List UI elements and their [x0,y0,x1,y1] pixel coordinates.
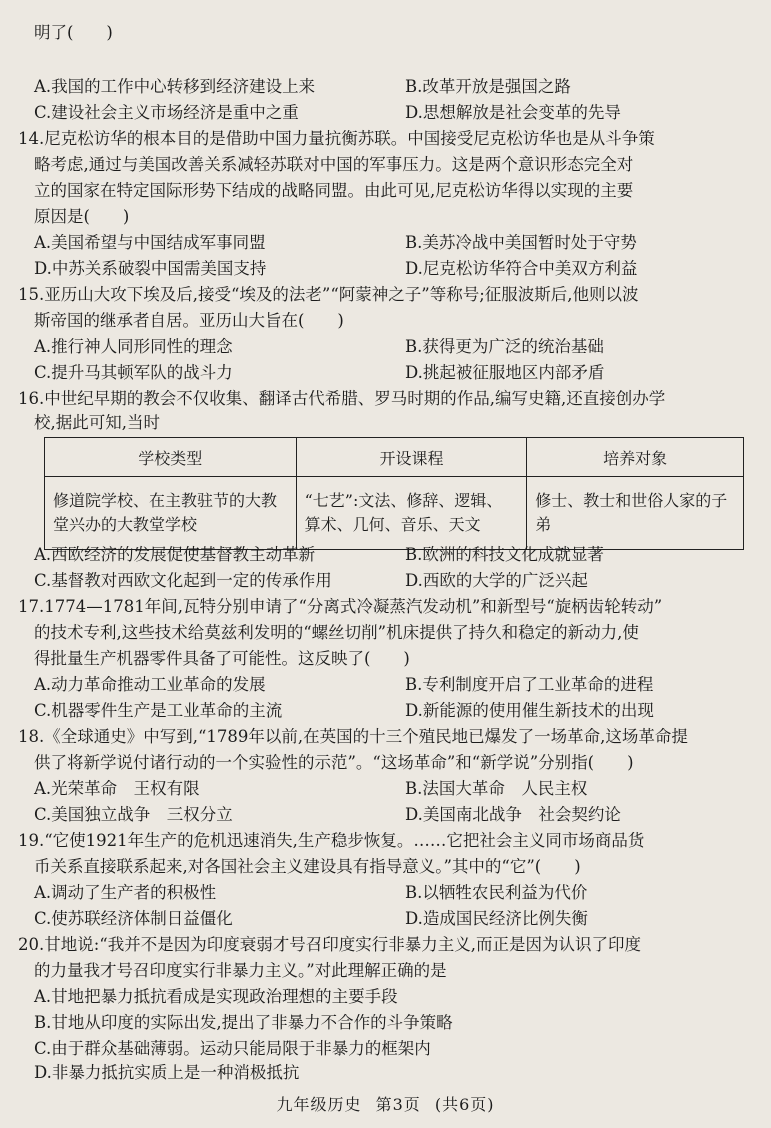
q20-option-b: B.甘地从印度的实际出发,提出了非暴力不合作的斗争策略 [34,1013,453,1032]
q16-stem-2: 校,据此可知,当时 [34,413,160,432]
q18-stem-1: 18.《全球通史》中写到,“1789年以前,在英国的十三个殖民地已爆发了一场革命,这场革命提 [18,727,688,746]
q19-stem-1: 19.“它使1921年生产的危机迅速消失,生产稳步恢复。……它把社会主义同市场商品货 [18,831,645,850]
q19-stem-2: 币关系直接联系起来,对各国社会主义建设具有指导意义。”其中的“它”( ) [34,857,581,876]
q17-option-b: B.专利制度开启了工业革命的进程 [405,675,654,694]
q15-option-d: D.挑起被征服地区内部矛盾 [405,363,605,382]
q13-option-d: D.思想解放是社会变革的先导 [405,103,621,122]
q15-option-a: A.推行神人同形同性的理念 [34,337,233,356]
q17-stem-3: 得批量生产机器零件具备了可能性。这反映了( ) [34,649,410,668]
q18-stem-2: 供了将新学说付诸行动的一个实验性的示范”。“这场革命”和“新学说”分别指( ) [34,753,634,772]
q15-stem-2: 斯帝国的继承者自居。亚历山大旨在( ) [34,311,344,330]
q14-option-c: D.中苏关系破裂中国需美国支持 [34,259,267,278]
table-cell-trainees: 修士、教士和世俗人家的子弟 [527,477,744,550]
q16-stem-1: 16.中世纪早期的教会不仅收集、翻译古代希腊、罗马时期的作品,编写史籍,还直接创办学 [18,389,666,408]
school-table [44,437,744,550]
table-header-courses: 开设课程 [296,438,527,477]
footer-page-number: 第3页 [375,1095,421,1114]
q14-option-a: A.美国希望与中国结成军事同盟 [34,233,266,252]
q18-option-a: A.光荣革命 王权有限 [34,779,200,798]
q19-option-d: D.造成国民经济比例失衡 [405,909,588,928]
q19-option-a: A.调动了生产者的积极性 [34,883,217,902]
q16-option-d: D.西欧的大学的广泛兴起 [405,571,588,590]
q17-option-a: A.动力革命推动工业革命的发展 [34,675,266,694]
q14-stem-2: 略考虑,通过与美国改善关系减轻苏联对中国的军事压力。这是两个意识形态完全对 [34,155,634,174]
footer-total-pages: (共6页) [434,1095,495,1114]
q20-stem-2: 的力量我才号召印度实行非暴力主义。”对此理解正确的是 [34,961,447,980]
q20-option-c: C.由于群众基础薄弱。运动只能局限于非暴力的框架内 [34,1039,431,1058]
q20-option-d: D.非暴力抵抗实质上是一种消极抵抗 [34,1063,300,1082]
table-cell-school-type: 修道院学校、在主教驻节的大教堂兴办的大教堂学校 [45,477,297,550]
footer-subject: 九年级历史 [276,1095,362,1114]
q13-option-a: A.我国的工作中心转移到经济建设上来 [34,77,316,96]
q17-option-c: C.机器零件生产是工业革命的主流 [34,701,283,720]
q18-option-b: B.法国大革命 人民主权 [405,779,588,798]
table-header-trainees: 培养对象 [527,438,744,477]
q16-option-b: B.欧洲的科技文化成就显著 [405,545,604,564]
q19-option-c: C.使苏联经济体制日益僵化 [34,909,233,928]
q17-stem-2: 的技术专利,这些技术给莫兹利发明的“螺丝切削”机床提供了持久和稳定的新动力,使 [34,623,639,642]
q16-option-c: C.基督教对西欧文化起到一定的传承作用 [34,571,332,590]
table-cell-courses: “七艺”:文法、修辞、逻辑、算术、几何、音乐、天文 [296,477,527,550]
q14-option-d: D.尼克松访华符合中美双方利益 [405,259,638,278]
q20-stem-1: 20.甘地说:“我并不是因为印度衰弱才号召印度实行非暴力主义,而正是因为认识了印度 [18,935,641,954]
q19-option-b: B.以牺牲农民利益为代价 [405,883,588,902]
table-header-school-type: 学校类型 [45,438,297,477]
q14-stem-1: 14.尼克松访华的根本目的是借助中国力量抗衡苏联。中国接受尼克松访华也是从斗争策 [18,129,655,148]
q14-option-b: B.美苏冷战中美国暂时处于守势 [405,233,637,252]
q14-stem-4: 原因是( ) [34,207,130,226]
q20-option-a: A.甘地把暴力抵抗看成是实现政治理想的主要手段 [34,987,398,1006]
page-footer [0,1092,771,1115]
q16-option-a: A.西欧经济的发展促使基督教主动革新 [34,545,316,564]
q18-option-c: C.美国独立战争 三权分立 [34,805,233,824]
q13-option-c: C.建设社会主义市场经济是重中之重 [34,103,299,122]
q18-option-d: D.美国南北战争 社会契约论 [405,805,621,824]
q14-stem-3: 立的国家在特定国际形势下结成的战略同盟。由此可见,尼克松访华得以实现的主要 [34,181,634,200]
q13-stem-end: 明了( ) [34,23,113,42]
q15-stem-1: 15.亚历山大攻下埃及后,接受“埃及的法老”“阿蒙神之子”等称号;征服波斯后,他则以波 [18,285,639,304]
q17-stem-1: 17.1774—1781年间,瓦特分别申请了“分离式冷凝蒸汽发动机”和新型号“旋柄齿轮转动” [18,597,663,616]
q17-option-d: D.新能源的使用催生新技术的出现 [405,701,654,720]
q13-option-b: B.改革开放是强国之路 [405,77,571,96]
q15-option-c: C.提升马其顿军队的战斗力 [34,363,233,382]
q15-option-b: B.获得更为广泛的统治基础 [405,337,604,356]
